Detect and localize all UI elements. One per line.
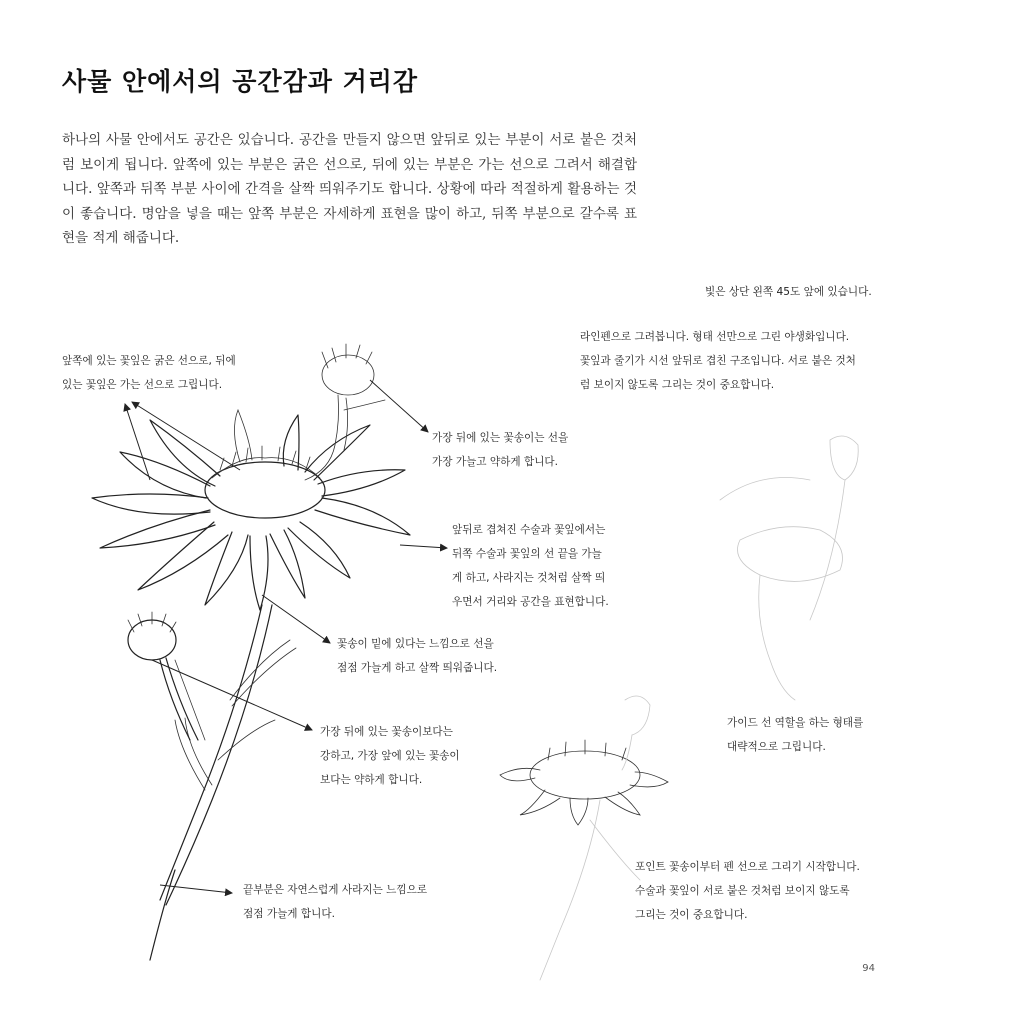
note-front-petals [62, 349, 236, 397]
note-back-bud [432, 426, 568, 474]
note-line: 수술과 꽃잎이 서로 붙은 것처럼 보이지 않도록 [635, 885, 850, 897]
note-line: 가이드 선 역할을 하는 형태를 [727, 717, 864, 729]
note-line: 앞쪽에 있는 꽃잎은 굵은 선으로, 뒤에 [62, 355, 236, 367]
note-line: 보다는 약하게 합니다. [320, 774, 423, 786]
note-line: 가장 가늘고 약하게 합니다. [432, 456, 559, 468]
note-line: 끝부분은 자연스럽게 사라지는 느낌으로 [243, 884, 428, 896]
note-middle-bud [320, 720, 460, 792]
note-line: 점점 가늘게 합니다. [243, 908, 335, 920]
note-line: 점점 가늘게 하고 살짝 띄워줍니다. [337, 662, 498, 674]
note-line: 꽃잎과 줄기가 시선 앞뒤로 겹친 구조입니다. 서로 붙은 것처 [580, 355, 856, 367]
note-light [705, 280, 872, 304]
note-line: 럼 보이지 않도록 그리는 것이 중요합니다. [580, 379, 775, 391]
note-line: 빛은 상단 왼쪽 45도 앞에 있습니다. [705, 286, 872, 298]
page-title: 사물 안에서의 공간감과 거리감 [62, 67, 419, 96]
note-stem-end [243, 878, 427, 926]
note-line: 라인펜으로 그려봅니다. 형태 선만으로 그린 야생화입니다. [580, 331, 850, 343]
note-line: 강하고, 가장 앞에 있는 꽃송이 [320, 750, 460, 762]
note-line: 있는 꽃잎은 가는 선으로 그립니다. [62, 379, 223, 391]
main-flower-drawing [92, 410, 410, 610]
note-under-bud [337, 632, 497, 680]
note-line: 우면서 거리와 공간을 표현합니다. [452, 596, 609, 608]
page-number: 94 [862, 963, 875, 974]
note-line: 가장 뒤에 있는 꽃송이보다는 [320, 726, 453, 738]
note-line: 대략적으로 그립니다. [727, 741, 826, 753]
step-flower-drawing [500, 696, 668, 980]
note-line: 게 하고, 사라지는 것처럼 살짝 띄 [452, 572, 606, 584]
intro-paragraph: 하나의 사물 안에서도 공간은 있습니다. 공간을 만들지 않으면 앞뒤로 있는 부분이 서로 붙은 것처럼 보이게 됩니다. 앞쪽에 있는 부분은 굵은 선으로, 뒤에 있는 부분은 가는 선으로 그려서 해결합니다. 앞쪽과 뒤쪽 부분 사이에 간격을 살짝 띄워주기도 합니다. 상황에 따라 적절하게 활용하는 것이 좋습니다. 명암을 넣을 때는 앞쪽 부분은 자세하게 표현을 많이 하고, 뒤쪽 부분으로 갈수록 표현을 적게 해줍니다. [62, 132, 637, 247]
guide-sketch-drawing [720, 436, 858, 700]
note-line: 앞뒤로 겹쳐진 수술과 꽃잎에서는 [452, 524, 606, 536]
note-overlap [452, 518, 609, 614]
note-liner-pen [580, 325, 856, 397]
note-line: 뒤쪽 수술과 꽃잎의 선 끝을 가늘 [452, 548, 602, 560]
note-guide [727, 711, 863, 759]
note-line: 그리는 것이 중요합니다. [635, 909, 748, 921]
note-line: 꽃송이 밑에 있다는 느낌으로 선을 [337, 638, 494, 650]
note-line: 가장 뒤에 있는 꽃송이는 선을 [432, 432, 569, 444]
back-bud-drawing [305, 344, 385, 480]
note-point-bud [635, 855, 860, 927]
note-line: 포인트 꽃송이부터 펜 선으로 그리기 시작합니다. [635, 861, 860, 873]
